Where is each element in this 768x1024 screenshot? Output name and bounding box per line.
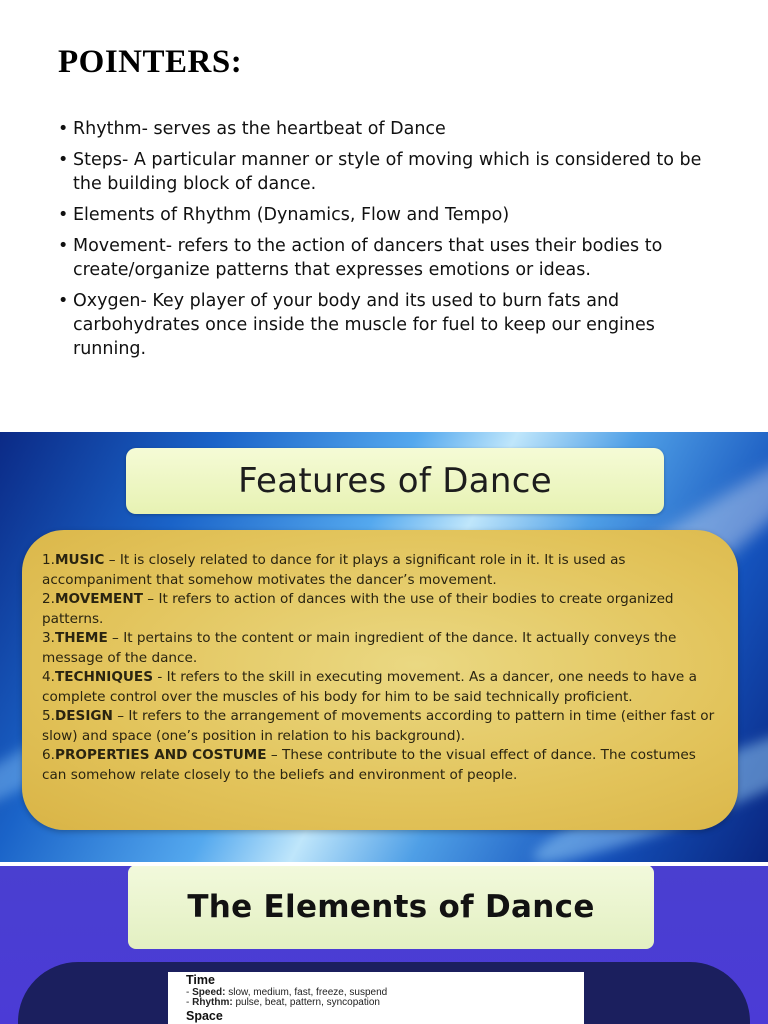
elements-title: The Elements of Dance xyxy=(187,889,595,925)
feature-description: It refers to the skill in executing movement. As a dancer, one needs to have a complete control over the muscles of his body for him to be said technically proficient. xyxy=(42,669,697,705)
features-title: Features of Dance xyxy=(238,461,552,501)
bullet-icon: • xyxy=(58,119,69,139)
list-item xyxy=(58,234,718,282)
feature-item xyxy=(42,668,722,707)
features-text xyxy=(42,551,722,785)
feature-term: TECHNIQUES xyxy=(54,669,154,685)
feature-separator: – xyxy=(266,747,283,763)
bullet-icon: • xyxy=(58,205,69,225)
feature-description: It pertains to the content or main ingredient of the dance. It actually conveys the message of the dance. xyxy=(42,630,677,666)
feature-separator: - xyxy=(153,669,167,685)
feature-separator: – xyxy=(112,708,129,724)
pointer-text: Movement- refers to the action of dancers that uses their bodies to create/organize patterns that expresses emotions or ideas. xyxy=(73,236,663,280)
feature-separator: – xyxy=(107,630,124,646)
bullet-icon: • xyxy=(58,291,69,311)
speed-line: - Speed: slow, medium, fast, freeze, suspend xyxy=(186,987,388,998)
feature-item xyxy=(42,707,722,746)
list-item xyxy=(58,289,718,361)
pointer-text: Oxygen- Key player of your body and its used to burn fats and carbohydrates once inside the muscle for fuel to keep our engines running. xyxy=(73,291,655,359)
feature-term: DESIGN xyxy=(54,708,113,724)
elements-slide xyxy=(0,866,768,1024)
feature-number: 3. xyxy=(42,630,55,646)
feature-number: 6. xyxy=(42,747,55,763)
pointers-list xyxy=(58,117,718,368)
feature-description: It refers to the arrangement of movements according to pattern in time (either fast or slow) and space (one’s position in relation to his background). xyxy=(42,708,715,744)
feature-description: These contribute to the visual effect of dance. The costumes can somehow relate closely to the beliefs and environment of people. xyxy=(42,747,696,783)
time-heading: Time xyxy=(186,973,215,987)
feature-description: It refers to action of dances with the use of their bodies to create organized patterns. xyxy=(42,591,674,627)
feature-item xyxy=(42,551,722,590)
bullet-icon: • xyxy=(58,236,69,256)
feature-number: 2. xyxy=(42,591,55,607)
feature-number: 5. xyxy=(42,708,55,724)
speed-label: Speed: xyxy=(192,987,226,998)
feature-item xyxy=(42,590,722,629)
elements-title-box xyxy=(128,866,654,949)
rhythm-line: - Rhythm: pulse, beat, pattern, syncopation xyxy=(186,997,380,1008)
feature-term: MUSIC xyxy=(54,552,105,568)
space-heading: Space xyxy=(186,1009,223,1023)
rhythm-values: pulse, beat, pattern, syncopation xyxy=(235,997,380,1008)
feature-description: It is closely related to dance for it plays a significant role in it. It is used as accompaniment that somehow motivates the dancer’s movement. xyxy=(42,552,626,588)
features-title-box xyxy=(126,448,664,514)
features-slide xyxy=(0,432,768,862)
feature-item xyxy=(42,746,722,785)
pointers-title: POINTERS: xyxy=(58,44,243,80)
feature-separator: – xyxy=(142,591,159,607)
list-item xyxy=(58,148,718,196)
feature-number: 1. xyxy=(42,552,55,568)
feature-term: PROPERTIES AND COSTUME xyxy=(54,747,267,763)
feature-term: THEME xyxy=(54,630,108,646)
list-item xyxy=(58,117,718,141)
rhythm-label: Rhythm: xyxy=(192,997,233,1008)
pointers-slide xyxy=(0,0,768,432)
feature-item xyxy=(42,629,722,668)
feature-number: 4. xyxy=(42,669,55,685)
feature-separator: – xyxy=(104,552,120,568)
bullet-icon: • xyxy=(58,150,69,170)
feature-term: MOVEMENT xyxy=(54,591,143,607)
pointer-text: Steps- A particular manner or style of moving which is considered to be the building block of dance. xyxy=(73,150,702,194)
pointer-text: Elements of Rhythm (Dynamics, Flow and Tempo) xyxy=(73,205,510,225)
pointer-text: Rhythm- serves as the heartbeat of Dance xyxy=(73,119,446,139)
speed-values: slow, medium, fast, freeze, suspend xyxy=(228,987,388,998)
list-item xyxy=(58,203,718,227)
